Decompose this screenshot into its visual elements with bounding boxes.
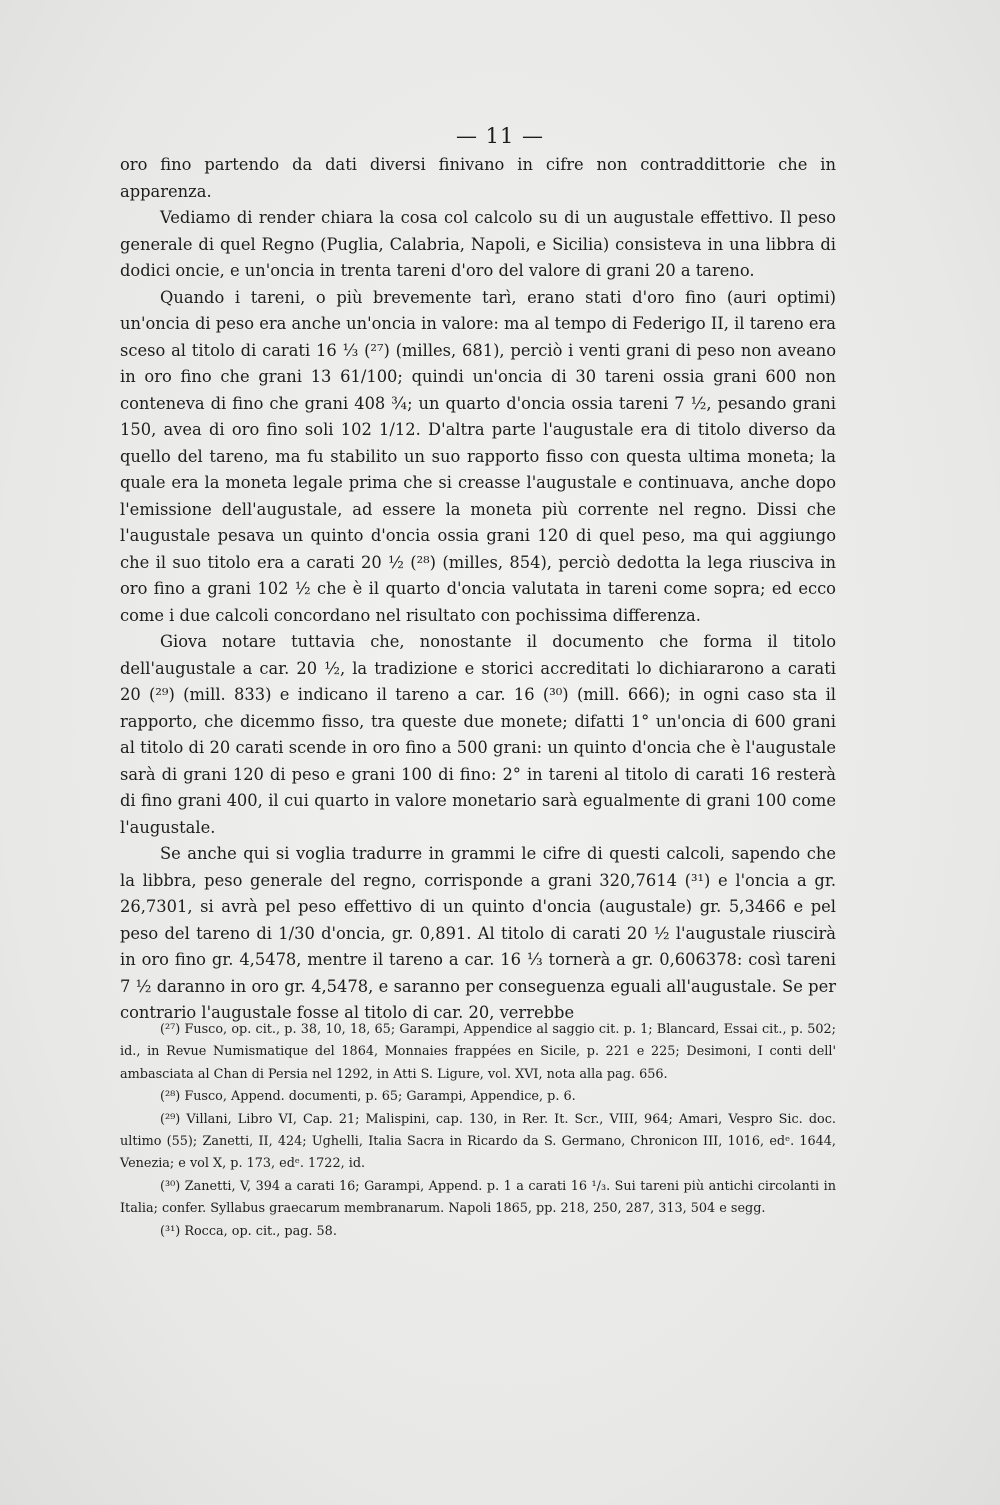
paragraph: Vediamo di render chiara la cosa col calcolo su di un augustale effettivo. Il peso generale di quel Regno (Puglia, Calabria, Napoli, e Sicilia) consisteva in una libbra di dodici oncie, e un'oncia in trenta tareni d'oro del valore di grani 20 a tareno. (120, 208, 836, 280)
paragraph: Se anche qui si voglia tradurre in grammi le cifre di questi calcoli, sapendo che la libbra, peso generale del regno, corrisponde a grani 320,7614 (³¹) e l'oncia a gr. 26,7301, si avrà pel peso effettivo di un quinto d'oncia (augustale) gr. 5,3466 e pel peso del tareno di 1/30 d'oncia, gr. 0,891. Al titolo di carati 20 ½ l'augustale riuscirà in oro fino gr. 4,5478, mentre il tareno a car. 16 ⅓ tornerà a gr. 0,606378: così tareni 7 ½ daranno in oro gr. 4,5478, e saranno per conseguenza eguali all'augustale. Se per contrario l'augustale fosse al titolo di car. 20, verrebbe (120, 844, 836, 1022)
paragraph: Giova notare tuttavia che, nonostante il documento che forma il titolo dell'augustale a car. 20 ½, la tradizione e storici accreditati lo dichiararono a carati 20 (²⁹) (mill. 833) e indicano il tareno a car. 16 (³⁰) (mill. 666); in ogni caso sta il rapporto, che dicemmo fisso, tra queste due monete; difatti 1° un'oncia di 600 grani al titolo di 20 carati scende in oro fino a 500 grani: un quinto d'oncia che è l'augustale sarà di grani 120 di peso e grani 100 di fino: 2° in tareni al titolo di carati 16 resterà di fino grani 400, il cui quarto in valore monetario sarà egualmente di grani 100 come l'augustale. (120, 632, 836, 837)
paragraph: Quando i tareni, o più brevemente tarì, erano stati d'oro fino (auri optimi) un'oncia di peso era anche un'oncia in valore: ma al tempo di Federigo II, il tareno era sceso al titolo di carati 16 ⅓ (²⁷) (milles, 681), perciò i venti grani di peso non aveano in oro fino che grani 13 61/100; quindi un'oncia di 30 tareni ossia grani 600 non conteneva di fino che grani 408 ¾; un quarto d'oncia ossia tareni 7 ½, pesando grani 150, avea di oro fino soli 102 1/12. D'altra parte l'augustale era di titolo diverso da quello del tareno, ma fu stabilito un suo rapporto fisso con questa ultima moneta; la quale era la moneta legale prima che si creasse l'augustale e continuava, anche dopo l'emissione dell'augustale, ad essere la moneta più corrente nel regno. Dissi che l'augustale pesava un quinto d'oncia ossia grani 120 di quel peso, ma qui aggiungo che il suo titolo era a carati 20 ½ (²⁸) (milles, 854), perciò dedotta la lega riusciva in oro fino a grani 102 ½ che è il quarto d'oncia valutata in tareni come sopra; ed ecco come i due calcoli concordano nel risultato con pochissima differenza. (120, 287, 836, 625)
footnote: (³⁰) Zanetti, V, 394 a carati 16; Garampi, Append. p. 1 a carati 16 ¹/₃. Sui tareni più antichi circolanti in Italia; confer. Syllabus graecarum membranarum. Napoli 1865, pp. 218, 250, 287, 313, 504 e segg. (120, 1178, 836, 1217)
footnote: (²⁸) Fusco, Append. documenti, p. 65; Garampi, Appendice, p. 6. (160, 1089, 576, 1105)
page-number: — 11 — (455, 124, 545, 148)
footnote: (²⁹) Villani, Libro VI, Cap. 21; Malispini, cap. 130, in Rer. It. Scr., VIII, 964; Amari, Vespro Sic. doc. ultimo (55); Zanetti, II, 424; Ughelli, Italia Sacra in Ricardo da S. Germano, Chronicon III, 1016, edᵉ. 1644, Venezia; e vol X, p. 173, edᵉ. 1722, id. (120, 1111, 836, 1172)
footnote: (³¹) Rocca, op. cit., pag. 58. (160, 1223, 337, 1239)
footnotes (120, 1019, 836, 1243)
main-text (120, 152, 836, 1027)
paragraph: oro fino partendo da dati diversi finivano in cifre non contraddittorie che in apparenza. (120, 155, 836, 201)
footnote: (²⁷) Fusco, op. cit., p. 38, 10, 18, 65; Garampi, Appendice al saggio cit. p. 1; Blancard, Essai cit., p. 502; id., in Revue Numismatique del 1864, Monnaies frappées en Sicile, p. 221 e 225; Desimoni, I conti dell' ambasciata al Chan di Persia nel 1292, in Atti S. Ligure, vol. XVI, nota alla pag. 656. (120, 1022, 836, 1082)
